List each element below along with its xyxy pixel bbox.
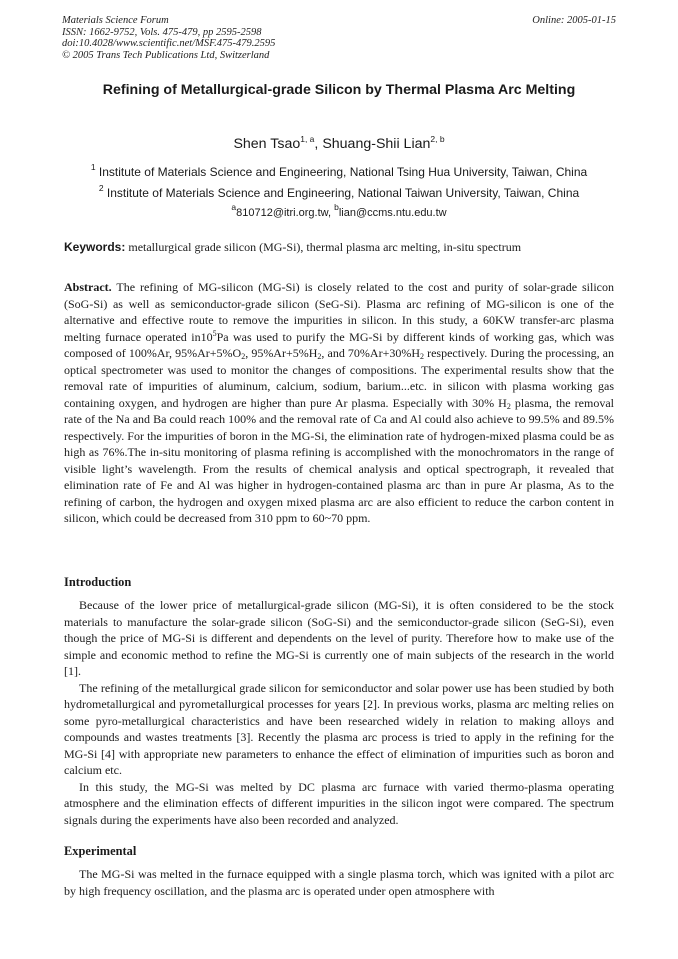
keywords-label: Keywords:	[64, 240, 126, 254]
keywords-text: metallurgical grade silicon (MG-Si), thermal plasma arc melting, in-situ spectrum	[125, 240, 522, 254]
issn-line: ISSN: 1662-9752, Vols. 475-479, pp 2595-2598	[62, 26, 262, 38]
email-marker: b	[334, 202, 339, 212]
journal-name: Materials Science Forum	[62, 15, 169, 26]
author-name: Shen Tsao	[233, 136, 301, 152]
abstract-text: The refining of MG-silicon (MG-Si) is closely related to the cost and purity of solar-grade silicon (SoG-Si) as well as semiconductor-grade silicon (SeG-Si). Plasma arc refining of MG-silicon is one of the alternative and effective route to remove the impurities in silicon. In this study, a 60KW transfer-arc plasma melting furnace operated in10	[64, 280, 614, 344]
paragraph: The refining of the metallurgical grade silicon for semiconductor and solar power use has been studied by both hydrometallurgical and pyrometallurgical processes for years [2]. In previous works, plasma arc melting relies on some pyro-metallurgical characteristics and have been researched widely in relation to making alloys and compounds and wastes treatments [3]. Recently the plasma arc process is tried to apply in the refining for the MG-Si [4] with appropriate new parameters to enhance the effect of elimination of impurities such as boron and calcium etc.	[64, 680, 614, 777]
abstract-text: , and 70%Ar+30%H	[321, 346, 421, 360]
abstract-text: plasma, the removal rate of the Na and Ba could reach 100% and the removal rate of Ca and Al could also achieve to 99.5% and 89.5% respectively. For the impurities of boron in the MG-Si, the elimination rate of hydrogen-mixed plasma could be as high as 76%.The in-situ monitoring of plasma refining is accomplished with the monochromators in the range of visible light’s wavelength. From the results of chemical analysis and optical spectrograph, it revealed that elimination rate of Fe and Al was higher in hydrogen-contained plasma arc than in pure Ar plasma, As to the refining of carbon, the hydrogen and oxygen mixed plasma arc are also efficient to reduce the carbon content in silicon, which could be decreased from 310 ppm to 60~70 ppm.	[64, 395, 614, 525]
author-superscript: 2, b	[430, 134, 445, 144]
abstract-text: respectively. During the processing, an optical spectrometer was used to monitor the changes of compositions. The experimental results show that the removal rate of impurities of aluminum, calcium, sodium, barium...etc. in silicon with plasma working gas containing oxygen, and hydrogen are higher than pure Ar plasma. Especially with 30% H	[64, 346, 614, 410]
abstract-subscript: 2	[420, 352, 425, 361]
keywords	[64, 240, 620, 255]
affiliation-1	[0, 162, 678, 179]
author-name: Shuang-Shii Lian	[322, 136, 431, 152]
experimental-body	[64, 866, 614, 899]
affiliation-text: Institute of Materials Science and Engineering, National Tsing Hua University, Taiwan, China	[98, 165, 588, 179]
experimental-heading: Experimental	[64, 844, 137, 858]
email-marker: a	[231, 202, 237, 212]
affiliation-text: Institute of Materials Science and Engineering, National Taiwan University, Taiwan, China	[106, 186, 580, 200]
abstract-text: Pa was used to purify the MG-Si by different kinds of working gas, which was composed of 100%Ar, 95%Ar+5%O	[64, 329, 615, 360]
author-line	[0, 136, 678, 152]
author-superscript: 1, a	[300, 134, 315, 144]
affiliation-number: 2	[98, 183, 104, 193]
paper-title: Refining of Metallurgical-grade Silicon by Thermal Plasma Arc Melting	[102, 82, 576, 98]
email-a: 810712@itri.org.tw,	[236, 207, 335, 219]
abstract-text: , 95%Ar+5%H	[245, 346, 318, 360]
affiliation-number: 1	[90, 162, 96, 172]
online-date: Online: 2005-01-15	[532, 15, 616, 26]
email-line	[0, 202, 678, 219]
introduction-heading: Introduction	[64, 575, 132, 589]
affiliation-2	[0, 183, 678, 200]
abstract-subscript: 2	[506, 401, 511, 411]
abstract	[64, 279, 614, 527]
introduction-body	[64, 597, 614, 828]
abstract-label: Abstract.	[64, 280, 112, 294]
paragraph: In this study, the MG-Si was melted by DC plasma arc furnace with varied thermo-plasma operating atmosphere and the elimination effects of different impurities in the silicon ingot were compared. The spectrum signals during the experiments have also been recorded and analyzed.	[64, 779, 614, 827]
paragraph: Because of the lower price of metallurgical-grade silicon (MG-Si), it is often considered to be the stock materials to manufacture the solar-grade silicon (SoG-Si) and the semiconductor-grade silicon (SeG-Si), even though the price of MG-Si is different and dependents on the level of purity. Therefore how to make use of the simple and economic method to refine the MG-Si is currently one of main subjects of the research in the world [1].	[64, 598, 614, 678]
email-b: lian@ccms.ntu.edu.tw	[338, 207, 447, 219]
publication-header	[62, 15, 275, 61]
doi-line: doi:10.4028/www.scientific.net/MSF.475-479.2595	[62, 38, 276, 50]
abstract-subscript: 2	[317, 352, 322, 361]
abstract-superscript: 5	[212, 328, 217, 338]
author-separator: ,	[314, 136, 323, 152]
abstract-subscript: 2	[241, 352, 246, 361]
copyright-line: © 2005 Trans Tech Publications Ltd, Switzerland	[62, 49, 270, 61]
paragraph: The MG-Si was melted in the furnace equipped with a single plasma torch, which was ignited with a pilot arc by high frequency oscillation, and the plasma arc is operated under open atmosphere with	[64, 867, 614, 898]
